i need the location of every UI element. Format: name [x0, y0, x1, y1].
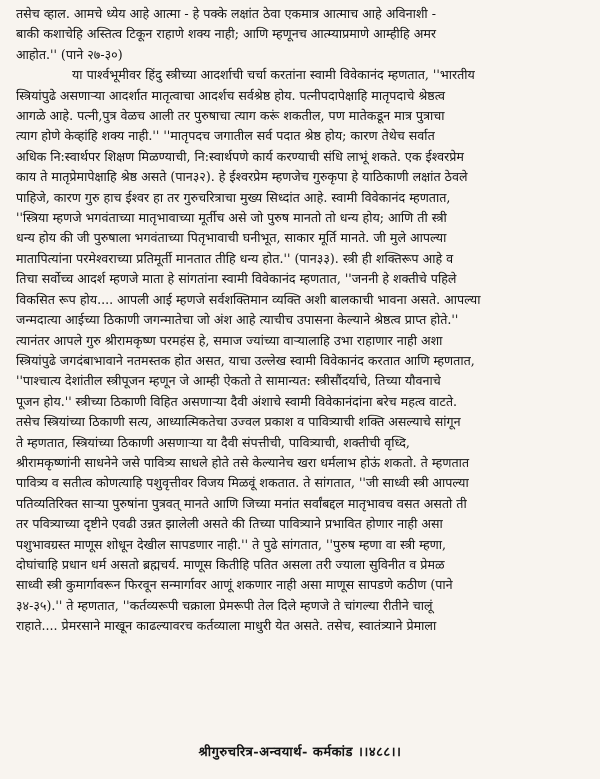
- text-line: स्त्रियांपुढे जगदंबाभावाने नतमस्तक होत असत, याचा उल्लेख स्वामी विवेकानंद करतात आणि म्हणतात,: [16, 352, 475, 368]
- text-line: पाहिजे, कारण गुरु हाच ईश्वर हा तर गुरुचरित्राचा मुख्य सिध्दांत आहे. स्वामी विवेकानंद म्हणतात,: [16, 189, 451, 205]
- paragraph-start-line: या पार्श्वभूमीवर हिंदु स्त्रीच्या आदर्शाची चर्चा करतांना स्वामी विवेकानंद म्हणतात, ''भारतीय: [72, 67, 475, 83]
- page-footer: श्रीगुरुचरित्र-अन्वयार्थ- कर्मकांड ।।४८८।।: [198, 745, 402, 760]
- text-line: श्रीरामकृष्णांनी साधनेने जसे पावित्र्य साधले होते तसे केल्यानेच खरा धर्मलाभ होऊं शकतो. ते म्हणतात: [16, 454, 470, 470]
- text-line: आगळे आहे. पत्नी,पुत्र वेळच आली तर पुरुषाचा त्याग करूं शकतील, पण मातेकडून मात्र पुत्राचा: [16, 108, 445, 124]
- text-line: मातापित्यांना परमेश्वराच्या प्रतिमूर्ती मानतात तीहि धन्य होत.'' (पान३३). स्त्री ही शक्तिरूप आहे व: [16, 250, 454, 266]
- text-line: ''पाश्चात्य देशांतील स्त्रीपूजन म्हणून जे आम्ही ऐकतो ते सामान्यत: स्त्रीसौंदर्याचे, तिच्या यौवनाचे: [16, 373, 441, 389]
- text-line: राहाते.... प्रेमरसाने माखून काढल्यावरच कर्तव्याला माधुरी येत असते. तसेच, स्वातंत्र्याने प्रेमाला: [16, 618, 437, 634]
- text-line: आहोत.'' (पाने २७-३०): [16, 46, 123, 62]
- text-line: त्यानंतर आपले गुरु श्रीरामकृष्ण परमहंस हे, समाज ज्यांच्या वाऱ्यालाहि उभा राहाणार नाही अशा: [16, 332, 443, 348]
- text-line: पावित्र्य व सतीत्व कोणत्याहि पशुवृत्तीवर विजय मिळवूं शकतात. ते सांगतात, ''जी साध्वी स्त्री आपल्या: [16, 475, 469, 491]
- text-line: तसेच व्हाल. आमचे ध्येय आहे आत्मा - हे पक्के लक्षांत ठेवा एकमात्र आत्माच आहे अविनाशी -: [16, 6, 436, 21]
- text-line: अधिक नि:स्वार्थपर शिक्षण मिळण्याची, नि:स्वार्थपणे कार्य करण्याची संधि लाभूं शकते. एक ईश्वरप्रेम: [16, 148, 464, 164]
- text-line: तर पवित्र्याच्या दृष्टीने एवढी उन्नत झालेली असते की तिच्या पावित्र्याने प्रभावित होणार नाही असा: [16, 516, 443, 532]
- text-line: ३४-३५).'' ते म्हणतात, ''कर्तव्यरूपी चक्राला प्रेमरूपी तेल दिले म्हणजे ते चांगल्या रीतीने चालूं: [16, 597, 433, 613]
- text-line: तसेच स्त्रियांच्या ठिकाणी सत्य, आध्यात्मिकतेचा उज्वल प्रकाश व पावित्र्याची शक्ति असल्याचे सांगून: [16, 414, 461, 430]
- body-text: [16, 4, 586, 637]
- text-line: धन्य होय की जी पुरुषाला भगवंताच्या पितृभावाची घनीभूत, साकार मूर्ति मानते. जी मुले आपल्या: [16, 230, 447, 246]
- text-line: साध्वी स्त्री कुमार्गावरून फिरवून सन्मार्गावर आणूं शकणार नाही असा माणूस सापडणे कठीण (पाने: [16, 577, 453, 593]
- text-line: काय ते मातृप्रेमापेक्षाहि श्रेष्ठ असते (पान३२). हे ईश्वरप्रेम म्हणजेच गुरुकृपा हे याठिकाणी लक्षांत ठेवले: [16, 169, 468, 185]
- text-line: स्त्रियांपुढे असणाऱ्या आदर्शात मातृत्वाचा आदर्शच सर्वश्रेष्ठ होय. पत्नीपदापेक्षाहि मातृपदाचे श्रेष्ठत्व: [16, 87, 446, 103]
- text-line: तिचा सर्वोच्च आदर्श म्हणजे माता हे सांगतांना स्वामी विवेकानंद म्हणतात, ''जननी हे शक्तीचे पहिले: [16, 271, 457, 287]
- text-line: दोघांचाहि प्रधान धर्म असतो ब्रह्मचर्य. माणूस कितीहि पतित असला तरी ज्याला सुविनीत व प्रेमळ: [16, 556, 445, 572]
- text-line: त्याग होणे केव्हांहि शक्य नाही.'' ''मातृपदच जगातील सर्व पदात श्रेष्ठ होय; कारण तेथेच सर्वात: [16, 128, 435, 144]
- text-line: पूजन होय.'' स्त्रीच्या ठिकाणी विहित असणाऱ्या दैवी अंशाचे स्वामी विवेकानंदांना बरेच महत्व वाटते.: [16, 393, 458, 409]
- text-line: पशुभावग्रस्त माणूस शोधून देखील सापडणार नाही.'' ते पुढे सांगतात, ''पुरुष म्हणा वा स्त्री म्हणा,: [16, 536, 447, 552]
- text-line: पतिव्यतिरिक्त साऱ्या पुरुषांना पुत्रवत् मानते आणि जिच्या मनांत सर्वांबद्दल मातृभावच वसत असतो ती: [16, 495, 467, 511]
- text-line: बाकी कशाचेहि अस्तित्व टिकून राहाणे शक्य नाही; आणि म्हणूनच आत्म्याप्रमाणे आम्हीहि अमर: [16, 26, 437, 42]
- text-line: विकसित रूप होय.... आपली आई म्हणजे सर्वशक्तिमान व्यक्ति अशी बालकाची भावना असते. आपल्या: [16, 291, 481, 307]
- text-line: जन्मदात्या आईच्या ठिकाणी जगन्मातेचा जो अंश आहे त्याचीच उपासना केल्याने श्रेष्ठत्व प्राप्त होते.'': [16, 312, 459, 328]
- text-line: ते म्हणतात, स्त्रियांच्या ठिकाणी असणाऱ्या या दैवी संपत्तीची, पावित्र्याची, शक्तीची वृध्दि,: [16, 434, 410, 450]
- text-line: ''स्त्रिया म्हणजे भगवंताच्या मातृभावाच्या मूर्तीच असे जो पुरुष मानतो तो धन्य होय; आणि ती स्त्री: [16, 210, 447, 226]
